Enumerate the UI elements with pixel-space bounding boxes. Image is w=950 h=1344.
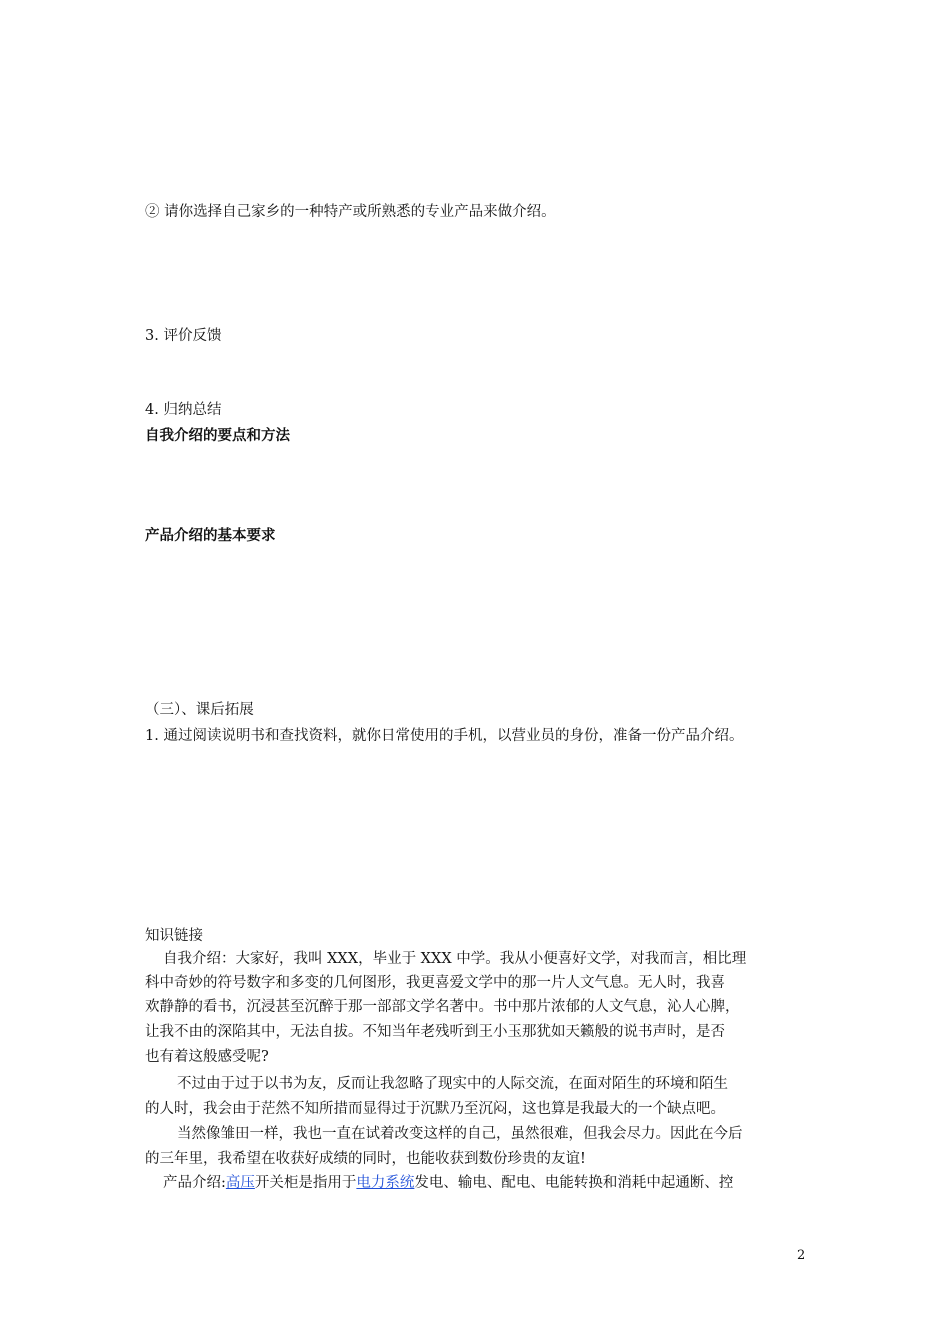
question-2: ② 请你选择自己家乡的一种特产或所熟悉的专业产品来做介绍。 (145, 204, 556, 220)
heading-self-intro: 自我介绍的要点和方法 (145, 428, 290, 444)
heading-product-requirements: 产品介绍的基本要求 (145, 528, 276, 544)
self-intro-line: 欢静静的看书，沉浸甚至沉醉于那一部部文学名著中。书中那片浓郁的人文气息，沁人心脾， (145, 999, 740, 1015)
self-intro-line: 也有着这般感受呢? (145, 1049, 269, 1065)
paragraph-3-line: 的三年里，我希望在收获好成绩的同时，也能收获到数份珍贵的友谊! (145, 1151, 586, 1167)
paragraph-2-line: 不过由于过于以书为友，反而让我忽略了现实中的人际交流，在面对陌生的环境和陌生 (177, 1076, 728, 1092)
product-intro-prefix: 产品介绍: (163, 1175, 226, 1191)
product-intro-line (163, 1171, 843, 1195)
product-intro-suffix: 发电、输电、配电、电能转换和消耗中起通断、控 (414, 1175, 734, 1191)
section-3-item-1: 1. 通过阅读说明书和查找资料，就你日常使用的手机，以营业员的身份，准备一份产品介绍。 (145, 728, 744, 744)
paragraph-2-line: 的人时，我会由于茫然不知所措而显得过于沉默乃至沉闷，这也算是我最大的一个缺点吧。 (145, 1101, 725, 1117)
page-number: 2 (797, 1248, 806, 1263)
step-4-summary: 4. 归纳总结 (145, 402, 222, 418)
self-intro-line: 让我不由的深陷其中，无法自拔。不知当年老残听到王小玉那犹如天籁般的说书声时，是否 (145, 1024, 725, 1040)
section-3-title: （三）、课后拓展 (145, 702, 254, 718)
self-intro-line: 科中奇妙的符号数字和多变的几何图形，我更喜爱文学中的那一片人文气息。无人时，我喜 (145, 975, 725, 991)
step-3-feedback: 3. 评价反馈 (145, 328, 222, 344)
paragraph-3-line: 当然像雏田一样，我也一直在试着改变这样的自己，虽然很难，但我会尽力。因此在今后 (177, 1126, 743, 1142)
product-intro-mid: 开关柜是指用于 (254, 1175, 357, 1191)
high-voltage-link[interactable]: 高压 (225, 1175, 255, 1191)
self-intro-line: 自我介绍：大家好，我叫 XXX，毕业于 XXX 中学。我从小便喜好文学，对我而言，相比理 (163, 951, 747, 967)
power-system-link[interactable]: 电力系统 (356, 1175, 415, 1191)
knowledge-link-title: 知识链接 (145, 928, 203, 944)
